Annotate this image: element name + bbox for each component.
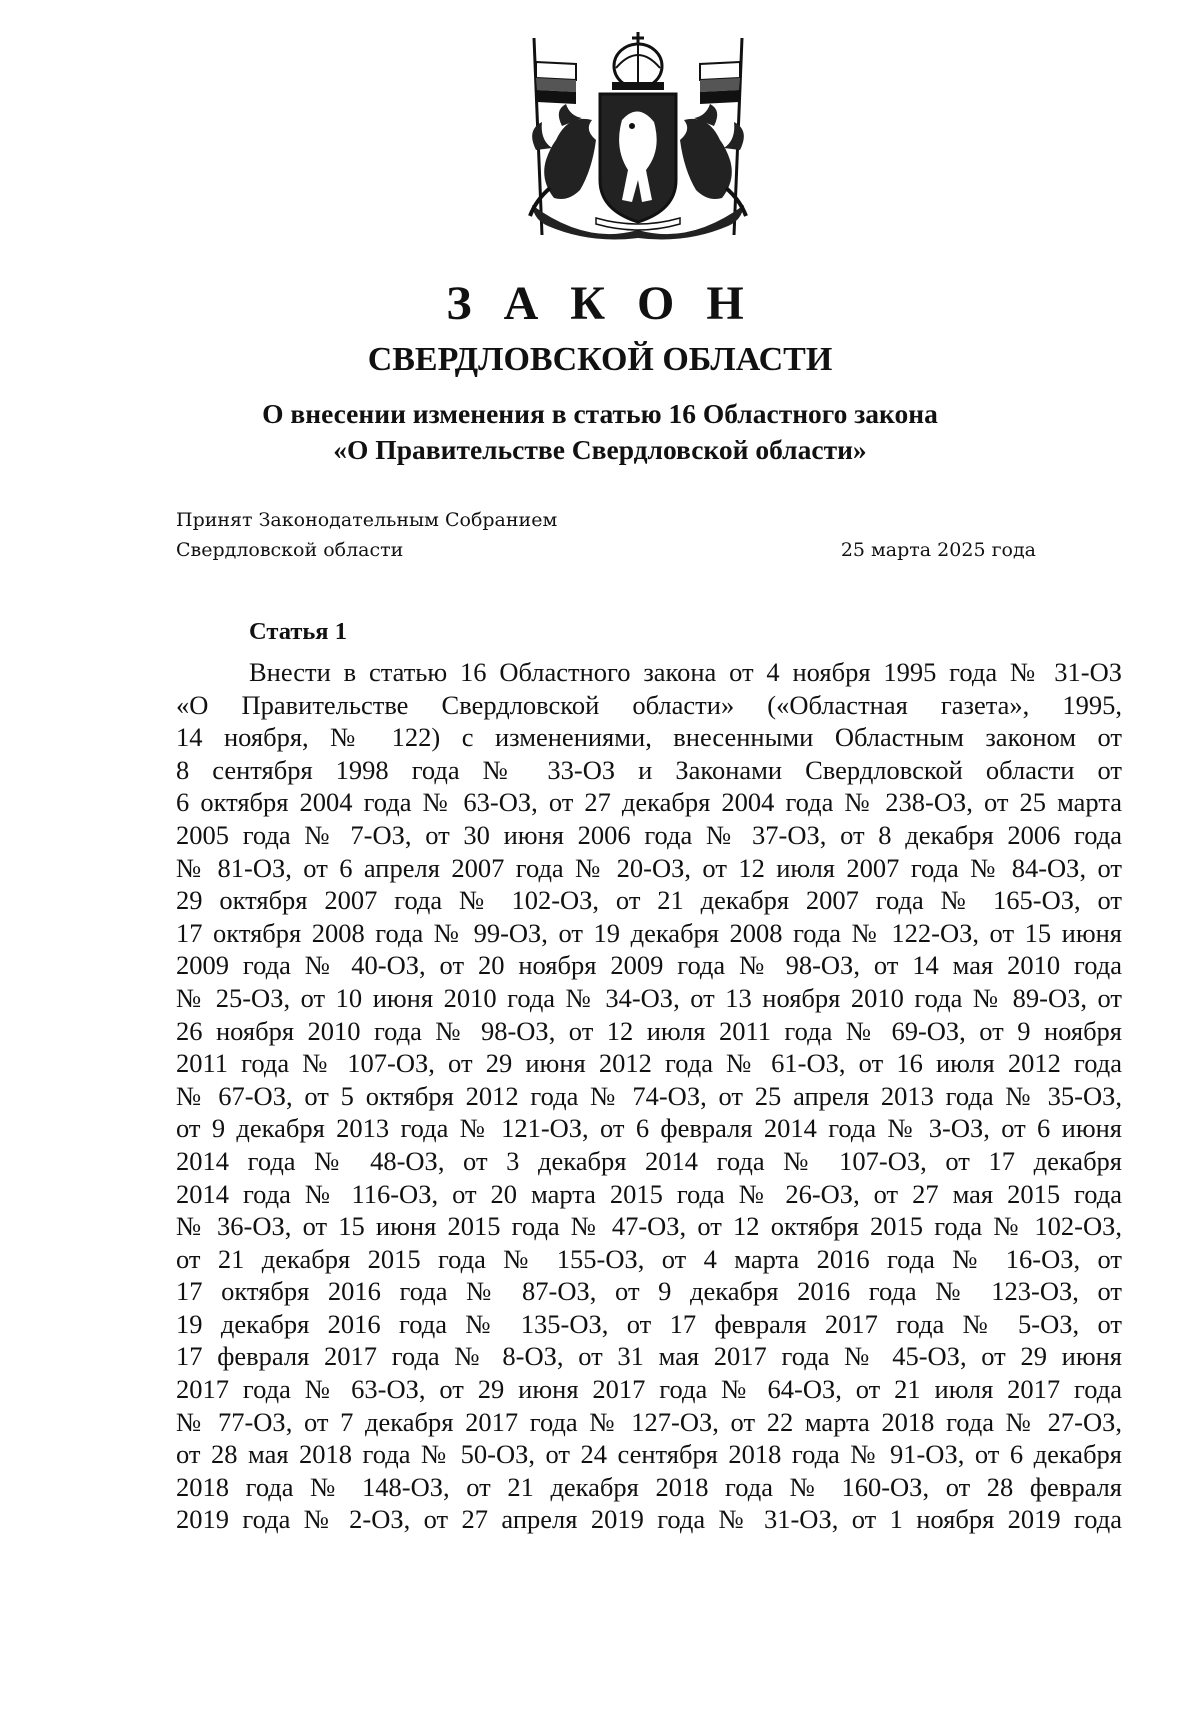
article-line: 17 октября 2008 года № 99-ОЗ, от 19 декабря 2008 года № 122-ОЗ, от 15 июня — [176, 917, 1122, 948]
article-line: от 21 декабря 2015 года № 155-ОЗ, от 4 марта 2016 года № 16-ОЗ, от — [176, 1243, 1122, 1274]
article-line: № 81-ОЗ, от 6 апреля 2007 года № 20-ОЗ, от 12 июля 2007 года № 84-ОЗ, от — [176, 852, 1122, 883]
article-line: 2005 года № 7-ОЗ, от 30 июня 2006 года № 37-ОЗ, от 8 декабря 2006 года — [176, 819, 1122, 850]
adoption-date: 25 марта 2025 года — [840, 539, 1036, 561]
article-line: от 28 мая 2018 года № 50-ОЗ, от 24 сентября 2018 года № 91-ОЗ, от 6 декабря — [176, 1439, 1122, 1470]
article-line: 29 октября 2007 года № 102-ОЗ, от 21 декабря 2007 года № 165-ОЗ, от — [176, 885, 1122, 916]
coat-of-arms-icon — [496, 30, 780, 245]
article-line: «О Правительстве Свердловской области» («Областная газета», 1995, — [176, 689, 1122, 720]
article-body — [176, 656, 1122, 1536]
law-subject-line-1: О внесении изменения в статью 16 Областного закона — [262, 398, 938, 429]
article-line: 8 сентября 1998 года № 33-ОЗ и Законами Свердловской области от — [176, 754, 1122, 785]
article-line: 17 октября 2016 года № 87-ОЗ, от 9 декабря 2016 года № 123-ОЗ, от — [176, 1276, 1122, 1307]
adoption-block — [176, 505, 1036, 565]
article-line: № 77-ОЗ, от 7 декабря 2017 года № 127-ОЗ, от 22 марта 2018 года № 27-ОЗ, — [176, 1406, 1122, 1437]
article-line: 2009 года № 40-ОЗ, от 20 ноября 2009 года № 98-ОЗ, от 14 мая 2010 года — [176, 950, 1122, 981]
article-heading: Статья 1 — [249, 618, 347, 645]
law-subject-title — [0, 396, 1200, 468]
article-line: № 25-ОЗ, от 10 июня 2010 года № 34-ОЗ, от 13 ноября 2010 года № 89-ОЗ, от — [176, 982, 1122, 1013]
article-line: 19 декабря 2016 года № 135-ОЗ, от 17 февраля 2017 года № 5-ОЗ, от — [176, 1308, 1122, 1339]
article-line: 17 февраля 2017 года № 8-ОЗ, от 31 мая 2017 года № 45-ОЗ, от 29 июня — [176, 1341, 1122, 1372]
article-line: 2019 года № 2-ОЗ, от 27 апреля 2019 года № 31-ОЗ, от 1 ноября 2019 года — [176, 1504, 1122, 1535]
article-line: 26 ноября 2010 года № 98-ОЗ, от 12 июля 2011 года № 69-ОЗ, от 9 ноября — [176, 1015, 1122, 1046]
adoption-line-1: Принят Законодательным Собранием — [176, 509, 558, 531]
article-line: от 9 декабря 2013 года № 121-ОЗ, от 6 февраля 2014 года № 3-ОЗ, от 6 июня — [176, 1113, 1122, 1144]
document-type-title: З А К О Н — [446, 277, 754, 330]
article-line: 6 октября 2004 года № 63-ОЗ, от 27 декабря 2004 года № 238-ОЗ, от 25 марта — [176, 787, 1122, 818]
article-line: 2014 года № 48-ОЗ, от 3 декабря 2014 года № 107-ОЗ, от 17 декабря — [176, 1145, 1122, 1176]
article-line: № 36-ОЗ, от 15 июня 2015 года № 47-ОЗ, от 12 октября 2015 года № 102-ОЗ, — [176, 1211, 1122, 1242]
article-line: 2011 года № 107-ОЗ, от 29 июня 2012 года № 61-ОЗ, от 16 июля 2012 года — [176, 1048, 1122, 1079]
article-line: 14 ноября, № 122) с изменениями, внесенными Областным законом от — [176, 722, 1122, 753]
article-line: 2014 года № 116-ОЗ, от 20 марта 2015 года № 26-ОЗ, от 27 мая 2015 года — [176, 1178, 1122, 1209]
article-line: № 67-ОЗ, от 5 октября 2012 года № 74-ОЗ, от 25 апреля 2013 года № 35-ОЗ, — [176, 1080, 1122, 1111]
adoption-line-2: Свердловской области — [176, 539, 404, 561]
article-line: 2018 года № 148-ОЗ, от 21 декабря 2018 года № 160-ОЗ, от 28 февраля — [176, 1471, 1122, 1502]
law-subject-line-2: «О Правительстве Свердловской области» — [333, 434, 867, 465]
article-line: 2017 года № 63-ОЗ, от 29 июня 2017 года № 64-ОЗ, от 21 июля 2017 года — [176, 1374, 1122, 1405]
region-title: СВЕРДЛОВСКОЙ ОБЛАСТИ — [367, 341, 833, 378]
article-line: Внести в статью 16 Областного закона от 4 ноября 1995 года № 31-ОЗ — [249, 657, 1122, 687]
